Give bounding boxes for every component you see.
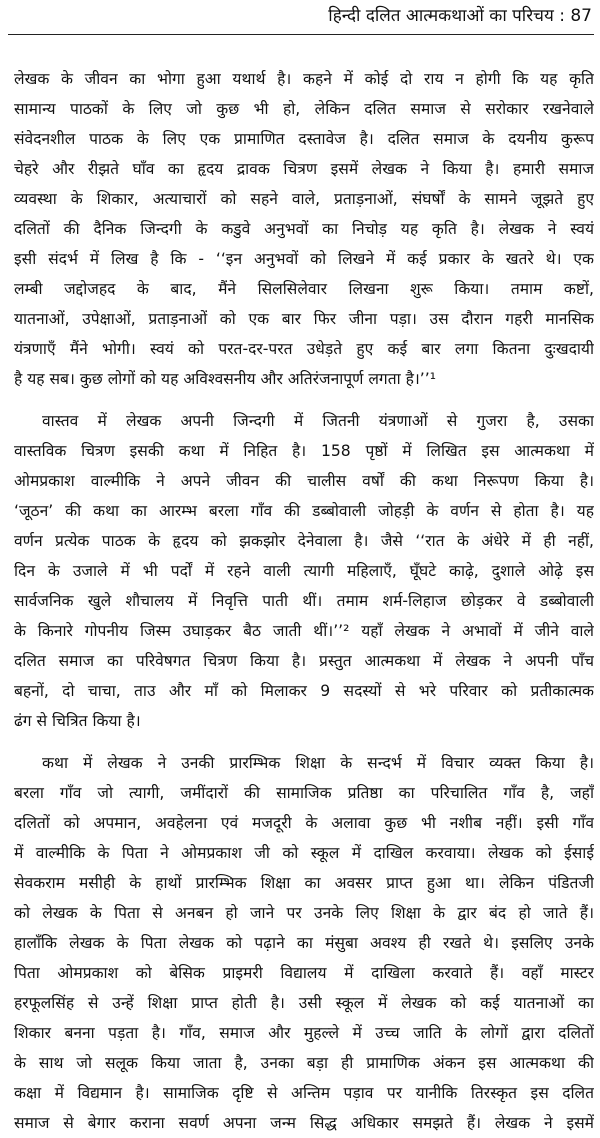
text-line: कक्षा में विद्यमान है। सामाजिक दृष्टि से अन्तिम पड़ाव पर यानीकि तिरस्कृत इस दलित (14, 1084, 594, 1102)
header-rule (8, 34, 594, 35)
text-line: पिता ओमप्रकाश को बेसिक प्राइमरी विद्यालय में दाखिला करवाते हैं। वहाँ मास्टर (14, 964, 594, 982)
text-line: सेवकराम मसीही के हाथों प्रारम्भिक शिक्षा का अवसर प्राप्त हुआ था। लेकिन पंडितजी (14, 874, 594, 892)
text-line: ढंग से चित्रित किया है। (14, 712, 141, 730)
text-line: शिकार बनना पड़ता है। गाँव, समाज और मुहल्ले में उच्च जाति के लोगों द्वारा दलितों (14, 1024, 594, 1042)
text-line: कथा में लेखक ने उनकी प्रारम्भिक शिक्षा के सन्दर्भ में विचार व्यक्त किया है। (42, 754, 594, 772)
text-line: इसी संदर्भ में लिख है कि - ‘‘इन अनुभवों को लिखने में कई प्रकार के खतरे थे। एक (14, 250, 594, 268)
text-line: संवेदनशील पाठक के लिए एक प्रामाणित दस्तावेज है। दलित समाज के दयनीय कुरूप (14, 130, 594, 148)
text-line: सामान्य पाठकों के लिए जो कुछ भी हो, लेकिन दलित समाज से सरोकार रखनेवाले (14, 100, 594, 118)
running-header (0, 4, 592, 28)
text-line: हरफूलसिंह से उन्हें शिक्षा प्राप्त होती है। उसी स्कूल में लेखक को कई यातनाओं का (14, 994, 594, 1012)
paragraph-2 (14, 406, 594, 736)
text-line: बरला गाँव जो त्यागी, जमींदारों की सामाजिक प्रतिष्ठा का परिचालित गाँव है, जहाँ (14, 784, 594, 802)
text-line: यातनाओं, उपेक्षाओं, प्रताड़नाओं को एक बार फिर जीना पड़ा। उस दौरान गहरी मानसिक (14, 310, 594, 328)
text-line: वास्तव में लेखक अपनी जिन्दगी में जितनी यंत्रणाओं से गुजरा है, उसका (42, 412, 594, 430)
text-line: समाज से बेगार कराना सवर्ण अपना जन्म सिद्ध अधिकार समझते हैं। लेखक ने इसमें (14, 1114, 594, 1132)
header-title: हिन्दी दलित आत्मकथाओं का परिचय (328, 6, 554, 26)
text-line: ओमप्रकाश वाल्मीकि ने अपने जीवन की चालीस वर्षों की कथा निरूपण किया है। (14, 472, 594, 490)
text-line: चेहरे और रीझते घाँव का हृदय द्रावक चित्रण इसमें लेखक ने किया है। हमारी समाज (14, 160, 594, 178)
text-line: वास्तविक चित्रण इसकी कथा में निहित है। 158 पृष्ठों में लिखित इस आत्मकथा में (14, 442, 594, 460)
text-line: ‘जूठन’ की कथा का आरम्भ बरला गाँव की डब्बोवाली जोहड़ी के वर्णन से होता है। यह (14, 502, 594, 520)
text-line: के साथ जो सलूक किया जाता है, उनका बड़ा ही प्रामाणिक अंकन इस आत्मकथा की (14, 1054, 594, 1072)
text-line: यंत्रणाएँ मैंने भोगी। स्वयं को परत-दर-परत उधेड़ते हुए कई बार लगा कितना दुःखदायी (14, 340, 594, 358)
text-line: दलितों की दैनिक जिन्दगी के कडुवे अनुभवों का निचोड़ यह कृति है। लेखक ने स्वयं (14, 220, 594, 238)
text-line: दलित समाज का परिवेषगत चित्रण किया है। प्रस्तुत आत्मकथा में लेखक ने अपनी पाँच (14, 652, 594, 670)
text-line: व्यवस्था के शिकार, अत्याचारों को सहने वाले, प्रताड़नाओं, संघर्षों के सामने जूझते हुए (14, 190, 594, 208)
text-line: लेखक के जीवन का भोगा हुआ यथार्थ है। कहने में कोई दो राय न होगी कि यह कृति (14, 70, 594, 88)
text-line: हालाँकि लेखक के पिता लेखक को पढ़ाने का मंसुबा अवश्य ही रखते थे। इसलिए उनके (14, 934, 594, 952)
paragraph-1 (14, 64, 594, 394)
text-line: को लेखक के पिता से अनबन हो जाने पर उनके लिए शिक्षा के द्वार बंद हो जाते हैं। (14, 904, 594, 922)
text-line: बहनों, दो चाचा, ताउ और माँ को मिलाकर 9 सदस्यों से भरे परिवार को प्रतीकात्मक (14, 682, 594, 700)
text-line: के किनारे गोपनीय जिस्म उघाड़कर बैठ जाती थीं।’’² यहाँ लेखक ने अभावों में जीने वाले (14, 622, 594, 640)
text-line: में वाल्मीकि के पिता ने ओमप्रकाश जी को स्कूल में दाखिल करवाया। लेखक को ईसाई (14, 844, 594, 862)
text-line: है यह सब। कुछ लोगों को यह अविश्वसनीय और अतिरंजनापूर्ण लगता है।’’¹ (14, 370, 436, 388)
text-line: वर्णन प्रत्येक पाठक के हृदय को झकझोर देनेवाला है। जैसे ‘‘रात के अंधेरे में ही नहीं, (14, 532, 594, 550)
paragraph-3 (14, 748, 594, 1138)
page-number: 87 (570, 6, 592, 26)
text-line: लम्बी जद्दोजहद के बाद, मैंने सिलसिलेवार लिखना शुरू किया। तमाम कष्टों, (14, 280, 594, 298)
header-separator: : (553, 6, 571, 26)
text-line: दलितों को अपमान, अवहेलना एवं मजदूरी के अलावा कुछ भी नशीब नहीं। इसी गाँव (14, 814, 594, 832)
body-text (14, 64, 594, 1138)
text-line: दिन के उजाले में भी पर्दों में रहने वाली त्यागी महिलाएँ, घूँघटे काढ़े, दुशाले ओढ़े इस (14, 562, 594, 580)
text-line: सार्वजनिक खुले शौचालय में निवृत्ति पाती थीं। तमाम शर्म-लिहाज छोड़कर वे डब्बोवाली (14, 592, 594, 610)
